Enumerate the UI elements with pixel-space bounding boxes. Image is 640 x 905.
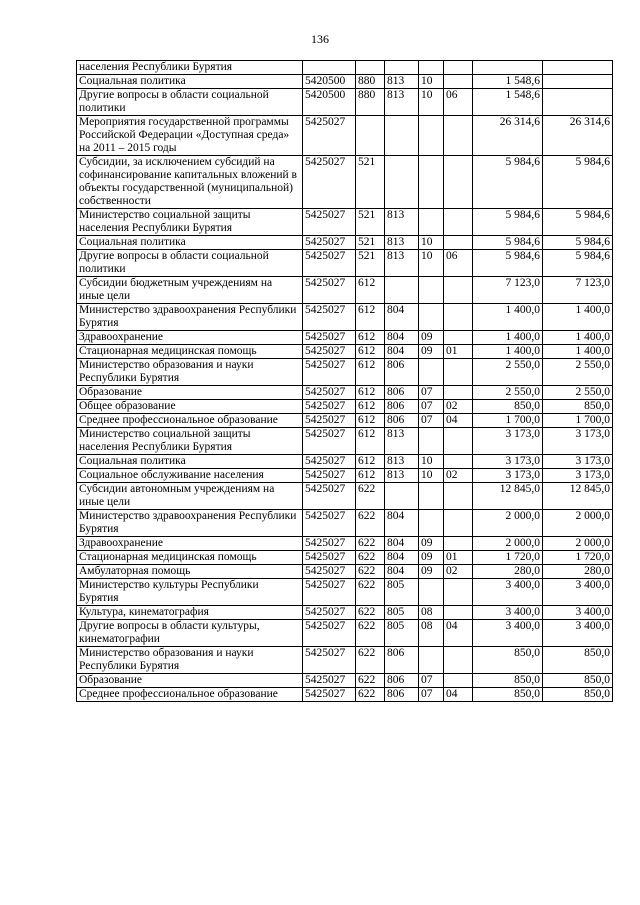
expense-type-code: 622: [356, 620, 385, 647]
table-row: [77, 620, 613, 647]
amount-cell-2: 3 400,0: [543, 579, 613, 606]
row-name-cell: Среднее профессиональное образование: [77, 414, 303, 428]
amount-cell: 2 000,0: [473, 537, 543, 551]
target-article-code: 5425027: [303, 510, 356, 537]
table-row: [77, 277, 613, 304]
ministry-code: 806: [385, 674, 419, 688]
amount-cell-2: 850,0: [543, 688, 613, 702]
target-article-code: 5425027: [303, 359, 356, 386]
expense-type-code: 612: [356, 386, 385, 400]
subsection-code: [444, 61, 473, 75]
table-row: [77, 647, 613, 674]
amount-cell: 12 845,0: [473, 483, 543, 510]
amount-cell: 1 720,0: [473, 551, 543, 565]
ministry-code: 804: [385, 345, 419, 359]
target-article-code: 5425027: [303, 647, 356, 674]
row-name-cell: Министерство образования и науки Республики Бурятия: [77, 359, 303, 386]
target-article-code: 5425027: [303, 688, 356, 702]
amount-cell: 1 400,0: [473, 345, 543, 359]
target-article-code: 5425027: [303, 551, 356, 565]
amount-cell-2: 280,0: [543, 565, 613, 579]
section-code: 09: [419, 565, 444, 579]
subsection-code: 02: [444, 400, 473, 414]
target-article-code: 5425027: [303, 565, 356, 579]
amount-cell: 7 123,0: [473, 277, 543, 304]
subsection-code: [444, 386, 473, 400]
expense-type-code: 521: [356, 250, 385, 277]
amount-cell-2: 1 400,0: [543, 345, 613, 359]
ministry-code: 804: [385, 537, 419, 551]
subsection-code: [444, 579, 473, 606]
ministry-code: 806: [385, 359, 419, 386]
amount-cell-2: 3 400,0: [543, 606, 613, 620]
subsection-code: [444, 304, 473, 331]
amount-cell-2: 5 984,6: [543, 250, 613, 277]
subsection-code: 01: [444, 345, 473, 359]
table-row: [77, 345, 613, 359]
section-code: [419, 209, 444, 236]
section-code: 10: [419, 89, 444, 116]
ministry-code: 813: [385, 75, 419, 89]
amount-cell-2: 2 550,0: [543, 386, 613, 400]
table-row: [77, 156, 613, 209]
table-row: [77, 304, 613, 331]
ministry-code: 813: [385, 455, 419, 469]
ministry-code: 813: [385, 89, 419, 116]
target-article-code: 5425027: [303, 345, 356, 359]
amount-cell: 3 400,0: [473, 620, 543, 647]
subsection-code: [444, 277, 473, 304]
row-name-cell: Социальное обслуживание населения: [77, 469, 303, 483]
row-name-cell: Министерство здравоохранения Республики Бурятия: [77, 510, 303, 537]
subsection-code: [444, 359, 473, 386]
table-row: [77, 469, 613, 483]
row-name-cell: Субсидии автономным учреждениям на иные цели: [77, 483, 303, 510]
amount-cell-2: [543, 89, 613, 116]
row-name-cell: Социальная политика: [77, 455, 303, 469]
subsection-code: [444, 647, 473, 674]
table-row: [77, 89, 613, 116]
amount-cell: 3 400,0: [473, 606, 543, 620]
table-row: [77, 250, 613, 277]
ministry-code: [385, 61, 419, 75]
subsection-code: 01: [444, 551, 473, 565]
subsection-code: [444, 75, 473, 89]
amount-cell: 2 550,0: [473, 359, 543, 386]
section-code: 10: [419, 250, 444, 277]
table-row: [77, 579, 613, 606]
budget-table: [76, 60, 613, 702]
expense-type-code: 612: [356, 304, 385, 331]
subsection-code: [444, 455, 473, 469]
ministry-code: 806: [385, 414, 419, 428]
section-code: 07: [419, 414, 444, 428]
section-code: [419, 156, 444, 209]
amount-cell: 850,0: [473, 647, 543, 674]
subsection-code: 06: [444, 89, 473, 116]
amount-cell: 3 173,0: [473, 428, 543, 455]
row-name-cell: Другие вопросы в области социальной политики: [77, 250, 303, 277]
amount-cell-2: 3 173,0: [543, 455, 613, 469]
table-row: [77, 428, 613, 455]
ministry-code: 806: [385, 386, 419, 400]
amount-cell: 26 314,6: [473, 116, 543, 156]
amount-cell: 5 984,6: [473, 250, 543, 277]
subsection-code: [444, 483, 473, 510]
expense-type-code: 622: [356, 537, 385, 551]
row-name-cell: Субсидии, за исключением субсидий на софинансирование капитальных вложений в объекты государственной (муниципальной) собственности: [77, 156, 303, 209]
table-row: [77, 414, 613, 428]
target-article-code: 5425027: [303, 304, 356, 331]
expense-type-code: 622: [356, 674, 385, 688]
amount-cell: 5 984,6: [473, 236, 543, 250]
amount-cell-2: [543, 61, 613, 75]
table-row: [77, 688, 613, 702]
amount-cell: 1 548,6: [473, 75, 543, 89]
amount-cell-2: 5 984,6: [543, 209, 613, 236]
expense-type-code: 612: [356, 414, 385, 428]
row-name-cell: Социальная политика: [77, 75, 303, 89]
subsection-code: [444, 606, 473, 620]
subsection-code: [444, 156, 473, 209]
expense-type-code: 622: [356, 579, 385, 606]
amount-cell: 1 400,0: [473, 331, 543, 345]
amount-cell-2: 2 550,0: [543, 359, 613, 386]
amount-cell-2: 3 400,0: [543, 620, 613, 647]
row-name-cell: Субсидии бюджетным учреждениям на иные цели: [77, 277, 303, 304]
amount-cell-2: 5 984,6: [543, 156, 613, 209]
row-name-cell: Здравоохранение: [77, 331, 303, 345]
section-code: 08: [419, 606, 444, 620]
row-name-cell: Министерство образования и науки Республики Бурятия: [77, 647, 303, 674]
section-code: [419, 510, 444, 537]
table-row: [77, 674, 613, 688]
table-row: [77, 455, 613, 469]
row-name-cell: населения Республики Бурятия: [77, 61, 303, 75]
table-row: [77, 483, 613, 510]
amount-cell-2: [543, 75, 613, 89]
section-code: 10: [419, 455, 444, 469]
table-row: [77, 606, 613, 620]
amount-cell: 1 400,0: [473, 304, 543, 331]
section-code: [419, 304, 444, 331]
row-name-cell: Социальная политика: [77, 236, 303, 250]
amount-cell: 1 548,6: [473, 89, 543, 116]
expense-type-code: 612: [356, 345, 385, 359]
target-article-code: 5425027: [303, 331, 356, 345]
row-name-cell: Стационарная медицинская помощь: [77, 551, 303, 565]
row-name-cell: Мероприятия государственной программы Российской Федерации «Доступная среда» на 2011 – 2015 годы: [77, 116, 303, 156]
section-code: 09: [419, 345, 444, 359]
section-code: 07: [419, 386, 444, 400]
expense-type-code: 622: [356, 510, 385, 537]
ministry-code: 813: [385, 469, 419, 483]
amount-cell-2: 850,0: [543, 400, 613, 414]
table-row: [77, 75, 613, 89]
expense-type-code: 612: [356, 455, 385, 469]
section-code: 09: [419, 331, 444, 345]
subsection-code: [444, 674, 473, 688]
ministry-code: 805: [385, 606, 419, 620]
expense-type-code: 622: [356, 565, 385, 579]
target-article-code: 5425027: [303, 116, 356, 156]
amount-cell-2: 3 173,0: [543, 469, 613, 483]
subsection-code: 06: [444, 250, 473, 277]
expense-type-code: 612: [356, 428, 385, 455]
amount-cell-2: 1 400,0: [543, 331, 613, 345]
expense-type-code: 880: [356, 75, 385, 89]
row-name-cell: Образование: [77, 674, 303, 688]
row-name-cell: Образование: [77, 386, 303, 400]
section-code: 07: [419, 688, 444, 702]
amount-cell: 5 984,6: [473, 209, 543, 236]
target-article-code: 5425027: [303, 209, 356, 236]
target-article-code: 5420500: [303, 89, 356, 116]
row-name-cell: Среднее профессиональное образование: [77, 688, 303, 702]
table-row: [77, 209, 613, 236]
row-name-cell: Общее образование: [77, 400, 303, 414]
subsection-code: 04: [444, 620, 473, 647]
subsection-code: [444, 510, 473, 537]
row-name-cell: Министерство социальной защиты населения Республики Бурятия: [77, 209, 303, 236]
expense-type-code: [356, 61, 385, 75]
ministry-code: 813: [385, 236, 419, 250]
table-row: [77, 116, 613, 156]
amount-cell: 3 173,0: [473, 469, 543, 483]
target-article-code: [303, 61, 356, 75]
table-row: [77, 61, 613, 75]
target-article-code: 5425027: [303, 277, 356, 304]
amount-cell: 1 700,0: [473, 414, 543, 428]
ministry-code: 806: [385, 647, 419, 674]
section-code: [419, 428, 444, 455]
amount-cell-2: 850,0: [543, 647, 613, 674]
subsection-code: [444, 331, 473, 345]
amount-cell: 850,0: [473, 688, 543, 702]
ministry-code: 804: [385, 304, 419, 331]
ministry-code: [385, 277, 419, 304]
expense-type-code: 622: [356, 688, 385, 702]
page-number: 136: [311, 32, 329, 46]
amount-cell: 850,0: [473, 674, 543, 688]
amount-cell: 3 173,0: [473, 455, 543, 469]
subsection-code: [444, 209, 473, 236]
ministry-code: 804: [385, 331, 419, 345]
amount-cell-2: 5 984,6: [543, 236, 613, 250]
amount-cell: 2 000,0: [473, 510, 543, 537]
ministry-code: 806: [385, 688, 419, 702]
subsection-code: [444, 537, 473, 551]
ministry-code: [385, 116, 419, 156]
table-row: [77, 331, 613, 345]
target-article-code: 5425027: [303, 469, 356, 483]
section-code: [419, 579, 444, 606]
target-article-code: 5425027: [303, 156, 356, 209]
table-row: [77, 386, 613, 400]
expense-type-code: 521: [356, 156, 385, 209]
amount-cell-2: 1 400,0: [543, 304, 613, 331]
ministry-code: [385, 483, 419, 510]
table-row: [77, 400, 613, 414]
amount-cell: [473, 61, 543, 75]
row-name-cell: Министерство культуры Республики Бурятия: [77, 579, 303, 606]
subsection-code: 04: [444, 688, 473, 702]
expense-type-code: 521: [356, 209, 385, 236]
amount-cell-2: 1 700,0: [543, 414, 613, 428]
amount-cell-2: 3 173,0: [543, 428, 613, 455]
expense-type-code: 521: [356, 236, 385, 250]
ministry-code: [385, 156, 419, 209]
expense-type-code: 612: [356, 277, 385, 304]
ministry-code: 813: [385, 428, 419, 455]
amount-cell-2: 26 314,6: [543, 116, 613, 156]
section-code: 09: [419, 551, 444, 565]
expense-type-code: 612: [356, 331, 385, 345]
target-article-code: 5425027: [303, 236, 356, 250]
section-code: [419, 359, 444, 386]
target-article-code: 5425027: [303, 674, 356, 688]
table-row: [77, 537, 613, 551]
expense-type-code: 880: [356, 89, 385, 116]
section-code: [419, 116, 444, 156]
section-code: [419, 61, 444, 75]
expense-type-code: 622: [356, 551, 385, 565]
table-row: [77, 551, 613, 565]
budget-table-body: [77, 61, 613, 702]
expense-type-code: [356, 116, 385, 156]
subsection-code: 02: [444, 469, 473, 483]
expense-type-code: 612: [356, 359, 385, 386]
row-name-cell: Здравоохранение: [77, 537, 303, 551]
ministry-code: 806: [385, 400, 419, 414]
row-name-cell: Другие вопросы в области культуры, кинематографии: [77, 620, 303, 647]
row-name-cell: Амбулаторная помощь: [77, 565, 303, 579]
subsection-code: [444, 236, 473, 250]
ministry-code: 804: [385, 565, 419, 579]
target-article-code: 5425027: [303, 250, 356, 277]
target-article-code: 5425027: [303, 620, 356, 647]
amount-cell: 850,0: [473, 400, 543, 414]
table-row: [77, 359, 613, 386]
subsection-code: 02: [444, 565, 473, 579]
section-code: 10: [419, 236, 444, 250]
ministry-code: 804: [385, 510, 419, 537]
amount-cell: 5 984,6: [473, 156, 543, 209]
row-name-cell: Министерство социальной защиты населения Республики Бурятия: [77, 428, 303, 455]
expense-type-code: 622: [356, 647, 385, 674]
target-article-code: 5425027: [303, 606, 356, 620]
row-name-cell: Министерство здравоохранения Республики Бурятия: [77, 304, 303, 331]
section-code: 07: [419, 674, 444, 688]
target-article-code: 5425027: [303, 414, 356, 428]
target-article-code: 5425027: [303, 386, 356, 400]
ministry-code: 813: [385, 209, 419, 236]
ministry-code: 813: [385, 250, 419, 277]
table-row: [77, 236, 613, 250]
row-name-cell: Культура, кинематография: [77, 606, 303, 620]
subsection-code: 04: [444, 414, 473, 428]
subsection-code: [444, 428, 473, 455]
section-code: [419, 483, 444, 510]
table-row: [77, 565, 613, 579]
target-article-code: 5425027: [303, 428, 356, 455]
ministry-code: 805: [385, 620, 419, 647]
ministry-code: 804: [385, 551, 419, 565]
section-code: 10: [419, 75, 444, 89]
table-row: [77, 510, 613, 537]
expense-type-code: 622: [356, 483, 385, 510]
target-article-code: 5425027: [303, 455, 356, 469]
target-article-code: 5425027: [303, 579, 356, 606]
amount-cell-2: 850,0: [543, 674, 613, 688]
row-name-cell: Другие вопросы в области социальной политики: [77, 89, 303, 116]
section-code: [419, 277, 444, 304]
subsection-code: [444, 116, 473, 156]
amount-cell-2: 1 720,0: [543, 551, 613, 565]
expense-type-code: 612: [356, 469, 385, 483]
amount-cell: 3 400,0: [473, 579, 543, 606]
amount-cell-2: 12 845,0: [543, 483, 613, 510]
target-article-code: 5425027: [303, 483, 356, 510]
section-code: 10: [419, 469, 444, 483]
section-code: 07: [419, 400, 444, 414]
amount-cell-2: 2 000,0: [543, 537, 613, 551]
expense-type-code: 612: [356, 400, 385, 414]
amount-cell-2: 2 000,0: [543, 510, 613, 537]
ministry-code: 805: [385, 579, 419, 606]
row-name-cell: Стационарная медицинская помощь: [77, 345, 303, 359]
target-article-code: 5425027: [303, 537, 356, 551]
expense-type-code: 622: [356, 606, 385, 620]
section-code: [419, 647, 444, 674]
amount-cell-2: 7 123,0: [543, 277, 613, 304]
amount-cell: 280,0: [473, 565, 543, 579]
target-article-code: 5425027: [303, 400, 356, 414]
section-code: 09: [419, 537, 444, 551]
amount-cell: 2 550,0: [473, 386, 543, 400]
target-article-code: 5420500: [303, 75, 356, 89]
section-code: 08: [419, 620, 444, 647]
